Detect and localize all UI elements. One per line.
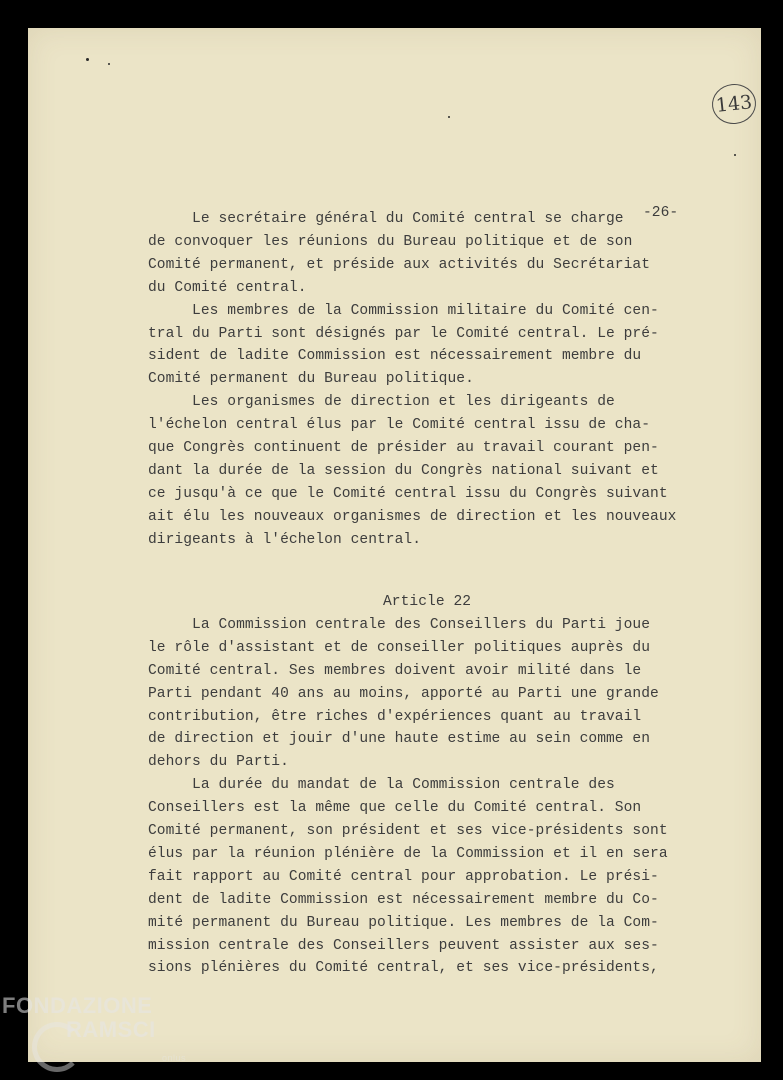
- text-line: sions plénières du Comité central, et ses vice-présidents,: [148, 960, 659, 977]
- text-line: sident de ladite Commission est nécessairement membre du: [148, 348, 642, 365]
- text-line: du Comité central.: [148, 279, 307, 296]
- text-line: dehors du Parti.: [148, 754, 289, 771]
- text-line: Le secrétaire général du Comité central se charge: [148, 211, 624, 227]
- text-line: Comité central. Ses membres doivent avoir milité dans le: [148, 662, 642, 679]
- text-line: Comité permanent, et préside aux activités du Secrétariat: [148, 256, 651, 273]
- text-line: le rôle d'assistant et de conseiller politiques auprès du: [148, 639, 651, 656]
- watermark-line-1: FONDAZIONE: [2, 993, 153, 1018]
- text-line: Comité permanent du Bureau politique.: [148, 371, 474, 388]
- text-line: tral du Parti sont désignés par le Comité central. Le pré-: [148, 325, 659, 342]
- text-line: que Congrès continuent de présider au travail courant pen-: [148, 440, 659, 456]
- ink-speck: [734, 154, 736, 156]
- text-line: de convoquer les réunions du Bureau politique et de son: [148, 233, 633, 250]
- text-line: mité permanent du Bureau politique. Les membres de la Com-: [148, 914, 659, 931]
- text-line: ce jusqu'à ce que le Comité central issu du Congrès suivant: [148, 485, 668, 502]
- text-line: ait élu les nouveaux organismes de direction et les nouveaux: [148, 508, 677, 525]
- text-line: l'échelon central élus par le Comité central issu de cha-: [148, 417, 651, 434]
- text-line: mission centrale des Conseillers peuvent assister aux ses-: [148, 937, 659, 954]
- text-line: Les membres de la Commission militaire du Comité cen-: [148, 302, 659, 319]
- text-line: La durée du mandat de la Commission centrale des: [148, 777, 615, 794]
- ink-speck: [108, 63, 110, 65]
- document-page: [28, 28, 761, 1062]
- text-line: Conseillers est la même que celle du Comité central. Son: [148, 800, 642, 817]
- article-heading: Article 22: [383, 594, 472, 610]
- fondazione-gramsci-watermark: [2, 993, 187, 1063]
- archive-page-stamp: 143: [710, 82, 758, 126]
- watermark-line-2: RAMSCI: [66, 1017, 156, 1042]
- text-line: de direction et jouir d'une haute estime au sein comme en: [148, 731, 651, 748]
- text-line: dant la durée de la session du Congrès national suivant et: [148, 462, 659, 479]
- page-number: -26-: [643, 205, 679, 221]
- text-line: Comité permanent, son président et ses vice-présidents sont: [148, 823, 668, 839]
- text-line: La Commission centrale des Conseillers du Parti joue: [148, 616, 651, 633]
- ink-speck: [448, 116, 450, 118]
- text-line: dent de ladite Commission est nécessairement membre du Co-: [148, 891, 659, 908]
- text-line: Les organismes de direction et les dirigeants de: [148, 394, 615, 411]
- text-line: Parti pendant 40 ans au moins, apporté au Parti une grande: [148, 685, 659, 702]
- watermark-line-3: onlus: [162, 1053, 187, 1063]
- ink-speck: [86, 58, 89, 61]
- text-line: fait rapport au Comité central pour approbation. Le prési-: [148, 868, 659, 885]
- text-line: dirigeants à l'échelon central.: [148, 531, 422, 548]
- text-line: contribution, être riches d'expériences quant au travail: [148, 708, 642, 725]
- text-line: élus par la réunion plénière de la Commission et il en sera: [148, 845, 668, 862]
